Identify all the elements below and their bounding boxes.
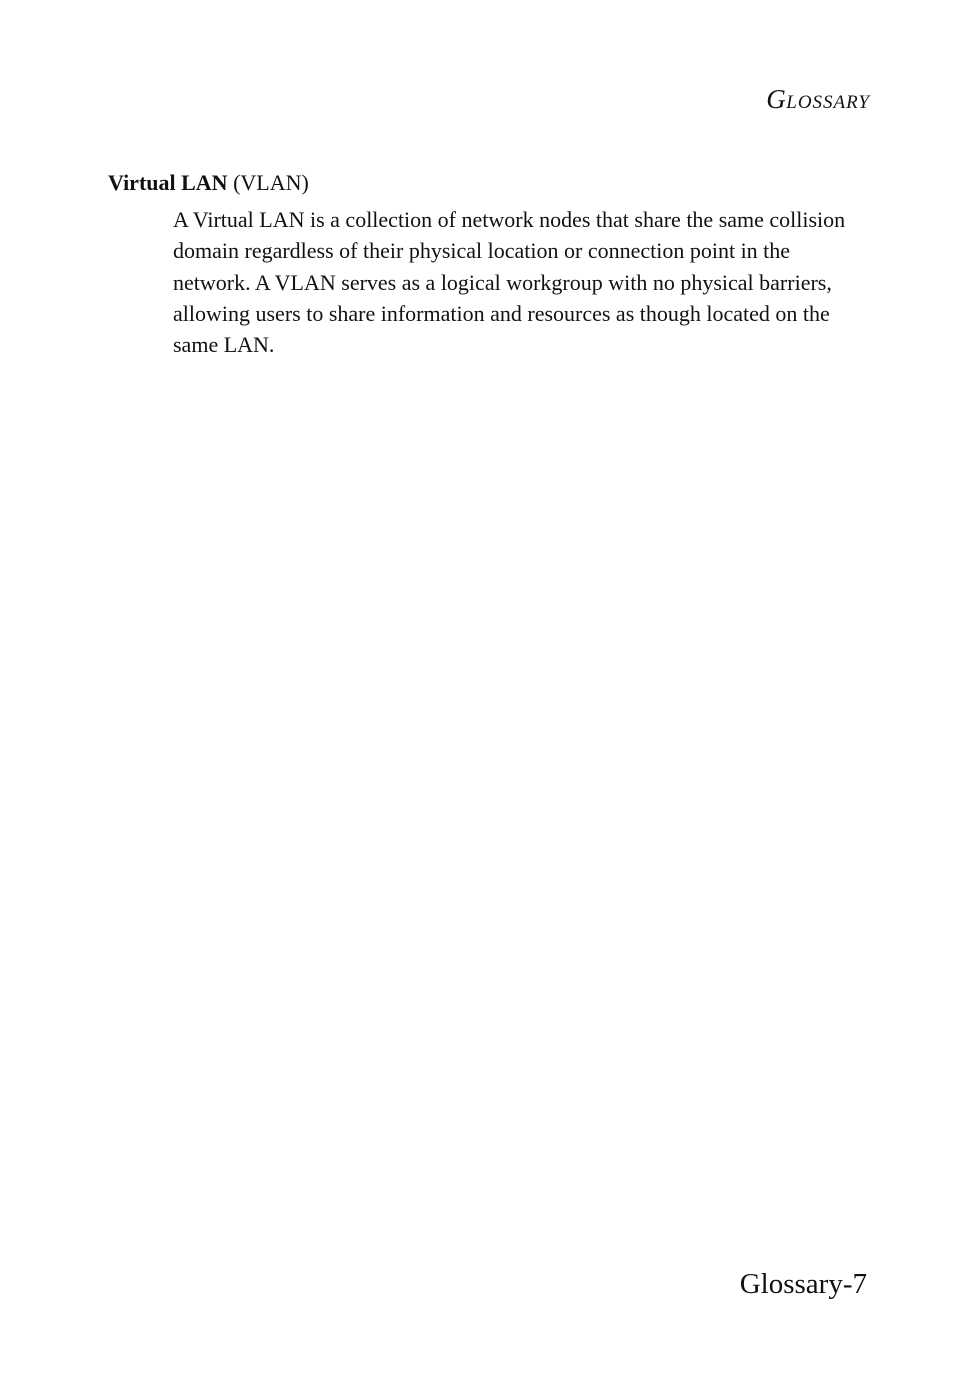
running-header-initial: G: [766, 84, 787, 114]
glossary-entry: [108, 168, 868, 360]
glossary-definition: A Virtual LAN is a collection of network nodes that share the same collision domain regardless of their physical location or connection point in the network. A VLAN serves as a logical workgroup with no physical barriers, allowing users to share information and resources as though located on the same LAN.: [173, 207, 846, 358]
running-header: [766, 86, 870, 113]
glossary-term-line: [108, 168, 868, 198]
running-header-rest: LOSSARY: [786, 92, 870, 113]
glossary-term: Virtual LAN: [108, 170, 228, 195]
page-number: Glossary-7: [739, 1268, 867, 1300]
glossary-term-abbreviation: (VLAN): [233, 170, 309, 195]
